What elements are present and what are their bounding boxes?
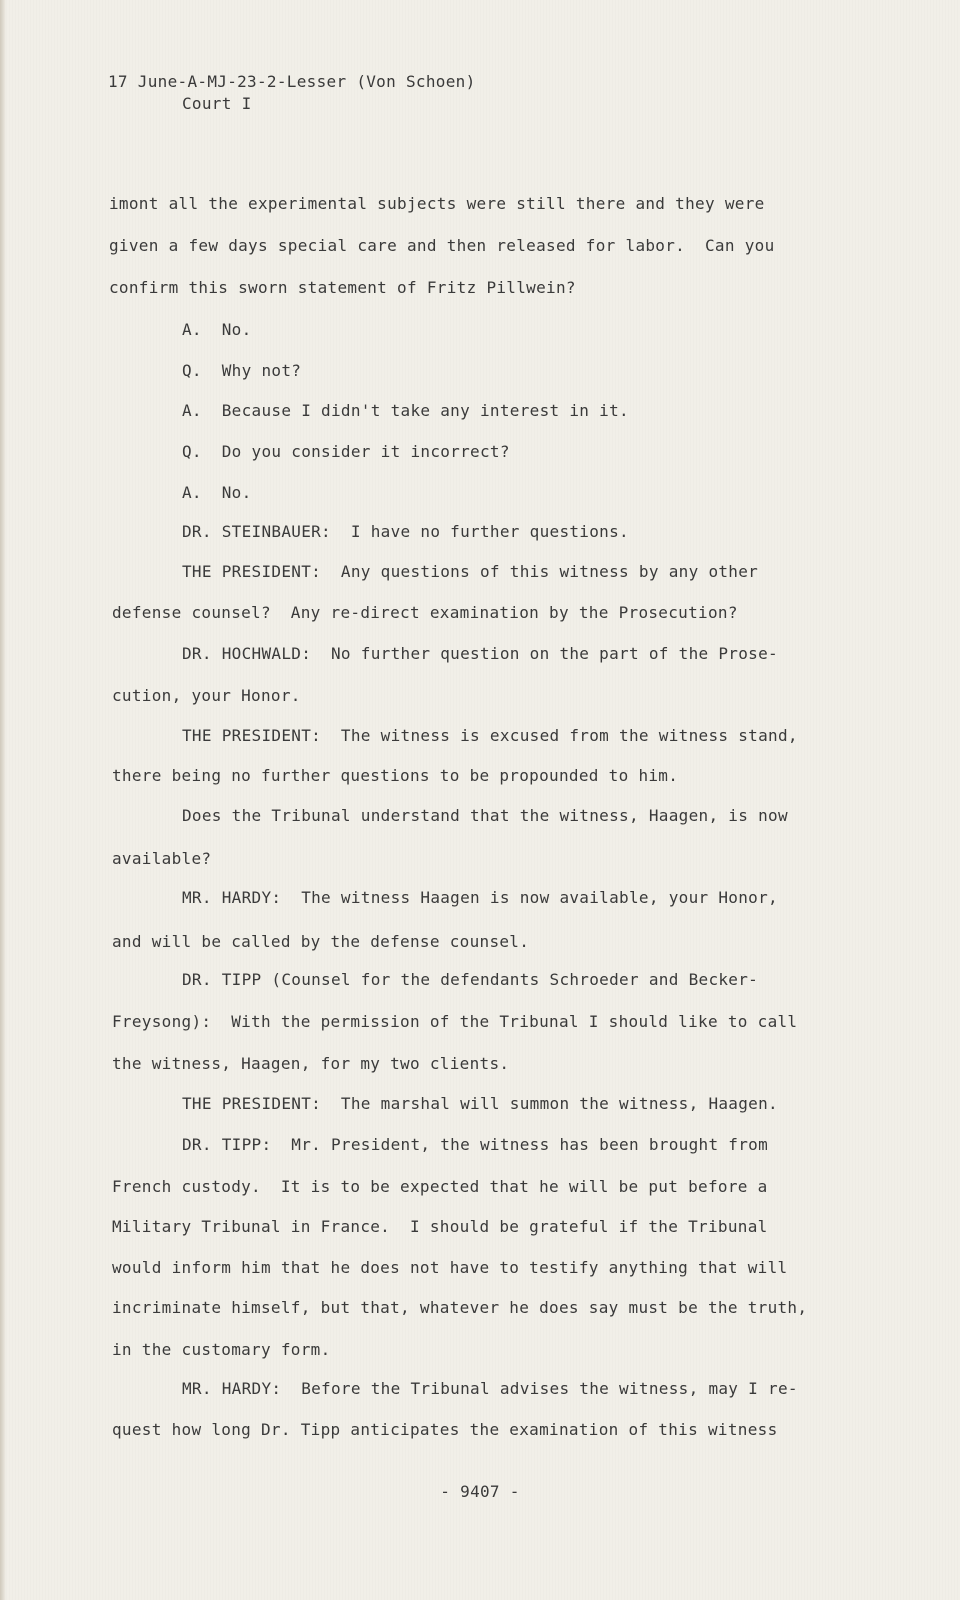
- speaker-line: THE PRESIDENT: Any questions of this witness by any other: [182, 562, 759, 581]
- body-line: defense counsel? Any re-direct examination by the Prosecution?: [112, 603, 738, 622]
- body-line: French custody. It is to be expected that he will be put before a: [112, 1177, 768, 1196]
- speaker-line: MR. HARDY: Before the Tribunal advises the witness, may I re-: [182, 1379, 798, 1398]
- page-number: - 9407 -: [440, 1482, 520, 1501]
- body-line: would inform him that he does not have to testify anything that will: [112, 1258, 788, 1277]
- answer-line: A. No.: [182, 320, 252, 339]
- body-line: the witness, Haagen, for my two clients.: [112, 1054, 510, 1073]
- body-line: Does the Tribunal understand that the witness, Haagen, is now: [182, 806, 788, 825]
- header-reference: 17 June-A-MJ-23-2-Lesser (Von Schoen): [108, 72, 476, 91]
- speaker-line: DR. TIPP (Counsel for the defendants Schroeder and Becker-: [182, 970, 759, 989]
- body-line: cution, your Honor.: [112, 686, 301, 705]
- body-line: there being no further questions to be propounded to him.: [112, 766, 679, 785]
- page-edge-shadow: [0, 0, 6, 1600]
- body-line: quest how long Dr. Tipp anticipates the examination of this witness: [112, 1420, 778, 1439]
- answer-line: A. Because I didn't take any interest in it.: [182, 401, 629, 420]
- body-line: Freysong): With the permission of the Tribunal I should like to call: [112, 1012, 798, 1031]
- body-line: confirm this sworn statement of Fritz Pillwein?: [109, 278, 576, 297]
- question-line: Q. Why not?: [182, 361, 302, 380]
- question-line: Q. Do you consider it incorrect?: [182, 442, 510, 461]
- speaker-line: MR. HARDY: The witness Haagen is now available, your Honor,: [182, 888, 778, 907]
- body-line: given a few days special care and then released for labor. Can you: [109, 236, 775, 255]
- body-line: incriminate himself, but that, whatever he does say must be the truth,: [112, 1298, 808, 1317]
- body-line: and will be called by the defense counsel.: [112, 932, 530, 951]
- speaker-line: THE PRESIDENT: The marshal will summon the witness, Haagen.: [182, 1094, 778, 1113]
- body-line: in the customary form.: [112, 1340, 331, 1359]
- speaker-line: THE PRESIDENT: The witness is excused from the witness stand,: [182, 726, 798, 745]
- speaker-line: DR. STEINBAUER: I have no further questions.: [182, 522, 629, 541]
- body-line: Military Tribunal in France. I should be grateful if the Tribunal: [112, 1217, 768, 1236]
- header-court: Court I: [182, 94, 252, 113]
- speaker-line: DR. TIPP: Mr. President, the witness has been brought from: [182, 1135, 769, 1154]
- answer-line: A. No.: [182, 483, 252, 502]
- body-line: imont all the experimental subjects were still there and they were: [109, 194, 765, 213]
- speaker-line: DR. HOCHWALD: No further question on the part of the Prose-: [182, 644, 778, 663]
- body-line: available?: [112, 849, 212, 868]
